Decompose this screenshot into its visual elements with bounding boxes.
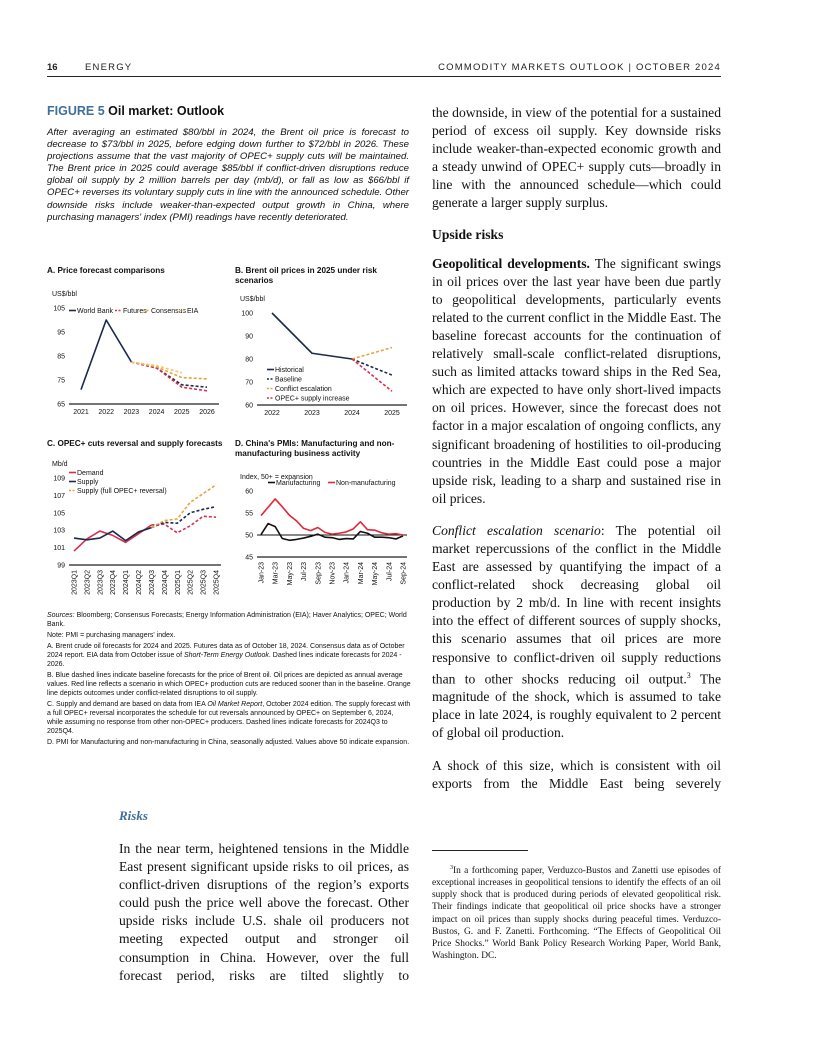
series-forecast-line-baseline	[352, 359, 392, 375]
panel-a-title: A. Price forecast comparisons	[47, 266, 165, 275]
note-d: D. PMI for Manufacturing and non-manufacturing in China, seasonally adjusted. Values above 50 indicate expansion.	[47, 739, 410, 747]
y-tick-label: 75	[57, 377, 65, 385]
y-tick-label: 105	[53, 305, 65, 313]
publication-title: COMMODITY MARKETS OUTLOOK | OCTOBER 2024	[438, 62, 721, 73]
y-tick-label: 90	[245, 333, 253, 341]
chart-price-forecast-comparisons	[47, 290, 227, 420]
y-tick-label: 55	[245, 510, 253, 518]
footnote-number: 3	[450, 865, 453, 871]
section-name: ENERGY	[85, 62, 133, 73]
x-tick-label: Sep-23	[315, 562, 323, 585]
x-tick-label: 2026	[199, 409, 215, 416]
sources-label: Sources:	[47, 612, 75, 619]
figure-lead: After averaging an estimated $80/bbl in 2024, the Brent oil price is forecast to decrease to $73/bbl in 2025, before edging down further to $72/bbl in 2026. These projections assume that the vast majority of OPEC+ supply cuts will be maintained. The Brent price in 2025 could average $85/bbl if conflict-driven disruptions reduce global oil supply by 2 million barrels per day (mb/d), or fall as low as $66/bbl if OPEC+ reverses its voluntary supply cuts in line with the announced schedule. Other downside risks include weaker-than-expected output growth in China, where purchasing managers' index (PMI) readings have recently deteriorated.	[47, 127, 409, 223]
x-tick-label: 2023Q4	[110, 570, 118, 595]
y-tick-label: 107	[53, 492, 65, 500]
x-tick-label: May-23	[286, 562, 294, 586]
y-tick-label: 105	[53, 510, 65, 518]
risks-heading: Risks	[119, 808, 148, 823]
footnote-reference[interactable]: 3	[686, 670, 691, 680]
conflict-scenario-text-2: The magnitude of the shock, which is assumed to take place in late 2024, is roughly equivalent to 2 percent of global oil production.	[432, 671, 721, 741]
note-a-text: A. Brent crude oil forecasts for 2024 and 2025. Futures data as of October 18, 2024. Consensus data as of October 2024 report. EIA data from October issue of	[47, 642, 405, 659]
legend-label-supply-full-opec-reversal: Supply (full OPEC+ reversal)	[77, 488, 167, 495]
y-tick-label: 60	[245, 402, 253, 410]
series-forecast-line-world-bank	[131, 362, 207, 387]
note-a	[47, 642, 411, 670]
note-a-text-end: . Dashed lines indicate forecasts for 2024 - 2026.	[47, 651, 402, 669]
conflict-scenario-text: : The potential oil market repercussions of the conflict in the Middle East are assessed by quantifying the impact of a conflict-related shock decreasing global oil production by 2 mb/d. In line with recent insights into the effect of different sources of supply shocks, this scenario assumes that oil prices are more responsive to conflict-driven oil supply reductions than to other shocks reducing oil output.	[432, 522, 721, 687]
x-tick-label: 2025	[384, 410, 400, 417]
left-body-column	[119, 840, 409, 985]
x-tick-label: 2025Q1	[174, 570, 182, 595]
y-tick-label: 95	[57, 329, 65, 337]
legend-label-futures: Futures	[123, 308, 147, 315]
sources-text: Bloomberg; Consensus Forecasts; Energy Information Administration (EIA); Haver Analytics; OPEC; World Bank.	[47, 612, 407, 629]
figure-title	[47, 104, 409, 118]
x-tick-label: Jan-23	[258, 562, 266, 584]
legend-label-manufacturing: Manufacturing	[276, 480, 321, 487]
y-tick-label: 60	[245, 488, 253, 496]
legend-label-consensus: Consensus	[151, 308, 187, 315]
series-forecast-line-opec-supply-increase	[352, 359, 392, 391]
y-axis-unit: Mb/d	[52, 461, 68, 468]
series-line-manufacturing	[261, 524, 403, 541]
x-tick-label: Mar-24	[357, 562, 365, 585]
footnote	[432, 862, 721, 962]
figure-block	[47, 104, 409, 224]
y-tick-label: 85	[57, 353, 65, 361]
note-c-text: C. Supply and demand are based on data from IEA	[47, 700, 208, 708]
panel-c-title: C. OPEC+ cuts reversal and supply forecasts	[47, 439, 223, 448]
x-tick-label: 2025Q2	[187, 570, 195, 595]
y-tick-label: 103	[53, 527, 65, 535]
x-tick-label: Sep-24	[400, 562, 408, 585]
y-axis-unit: Index, 50+ = expansion	[240, 474, 313, 481]
footnote-divider	[432, 850, 528, 851]
x-tick-label: 2024Q2	[136, 570, 144, 595]
y-tick-label: 80	[245, 356, 253, 364]
x-tick-label: Nov-23	[329, 562, 337, 585]
y-tick-label: 70	[245, 379, 253, 387]
y-tick-label: 101	[53, 545, 65, 553]
chart-opec-supply-forecasts	[47, 463, 227, 608]
y-tick-label: 109	[53, 475, 65, 483]
note-c-emphasis: Oil Market Report	[207, 700, 263, 708]
note-c	[47, 700, 411, 737]
y-tick-label: 50	[245, 532, 253, 540]
geopolitical-lead: Geopolitical developments.	[432, 255, 590, 271]
x-tick-label: 2023Q3	[97, 570, 105, 595]
y-axis-unit: US$/bbl	[240, 296, 265, 303]
running-header	[47, 62, 721, 77]
legend-label-demand: Demand	[77, 470, 104, 477]
series-line-demand	[74, 525, 151, 551]
geopolitical-text: The significant swings in oil prices over the last year have been due partly to geopolitical developments, particularly events related to the current conflict in the Middle East. The baseline forecast accounts for the continuation of relatively small-scale conflict-related disruptions, such as limited attacks toward ships in the Red Sea, which are expected to have only short-lived impacts on oil prices. However, since the forecast does not factor in a major escalation of ongoing conflicts, any significant broadening of hostilities to oil-producing countries in the Middle East could pose a major upside risk, leading to a sharp and sustained rise in oil prices.	[432, 255, 721, 506]
page-number: 16	[47, 62, 58, 73]
legend-label-historical: Historical	[275, 367, 304, 374]
x-tick-label: Jan-24	[343, 562, 351, 584]
series-line-world-bank	[81, 320, 131, 390]
x-tick-label: 2024	[148, 409, 165, 416]
series-line-non-manufacturing	[261, 499, 403, 535]
chart-brent-risk-scenarios	[235, 290, 415, 420]
footnote-text: In a forthcoming paper, Verduzco-Bustos and Zanetti use episodes of exceptional increases in geopolitical tensions to identify the effects of an oil supply shock that is produced during periods of elevated geopolitical risk. Their findings indicate that geopolitical oil price shocks have a stronger impact on oil prices than supply shocks during peaceful times. Verduzco-Bustos, G. and F. Zanetti. Forthcoming. “The Effects of Geopolitical Oil Price Shocks.” World Bank Policy Research Working Paper, World Bank, Washington. DC.	[432, 866, 721, 961]
x-tick-label: 2023	[123, 409, 140, 416]
y-tick-label: 100	[241, 310, 253, 318]
x-tick-label: 2025Q3	[200, 570, 208, 595]
figure-label: FIGURE 5	[47, 104, 105, 118]
pmi-note: Note: PMI = purchasing managers' index.	[47, 631, 176, 639]
y-tick-label: 65	[57, 401, 65, 409]
y-axis-unit: US$/bbl	[52, 291, 77, 298]
y-tick-label: 45	[245, 554, 253, 562]
upside-risks-heading: Upside risks	[432, 226, 504, 242]
figure-notes	[47, 611, 411, 749]
series-line-supply	[74, 528, 151, 541]
right-body-column	[432, 104, 721, 807]
shock-paragraph: A shock of this size, which is consistent with oil exports from the Middle East being severely	[432, 757, 721, 791]
panel-d-title: D. China's PMIs: Manufacturing and non-manufacturing business activity	[235, 439, 395, 458]
panel-b-title: B. Brent oil prices in 2025 under risk scenarios	[235, 266, 377, 285]
x-tick-label: Mar-23	[272, 562, 280, 585]
x-tick-label: 2023Q1	[71, 570, 79, 595]
legend-label-baseline: Baseline	[275, 376, 302, 384]
legend-label-non-manufacturing: Non-manufacturing	[336, 480, 396, 487]
sources-note	[47, 611, 411, 629]
x-tick-label: 2023	[304, 410, 320, 417]
legend-label-supply: Supply	[77, 479, 99, 486]
legend-label-opec-supply-increase: OPEC+ supply increase	[275, 395, 350, 403]
x-tick-label: 2024Q3	[148, 570, 156, 595]
note-c-text-end: , October 2024 edition. The supply forecast with a full OPEC+ reversal incorporates the schedule for cut reversals announced by OPEC+ on September 6, 2024, while assuming no response from other non-OPEC+ producers. Dashed lines indicate forecasts for 2024Q3 to 2025Q4.	[47, 700, 411, 736]
conflict-scenario-lead: Conflict escalation scenario	[432, 522, 601, 538]
legend-label-conflict-escalation: Conflict escalation	[275, 386, 332, 393]
x-tick-label: 2024Q1	[123, 570, 131, 595]
series-forecast-line-demand	[151, 516, 216, 533]
chart-china-pmi	[235, 463, 415, 608]
x-tick-label: Jul-23	[301, 562, 309, 582]
x-tick-label: 2024Q4	[161, 570, 169, 595]
x-tick-label: 2023Q2	[84, 570, 92, 595]
note-a-emphasis: Short-Term Energy Outlook	[183, 651, 269, 659]
x-tick-label: 2022	[264, 410, 280, 417]
note-b: B. Blue dashed lines indicate baseline forecasts for the price of Brent oil. Oil prices are depicted as annual average values. Red line reflects a scenario in which OPEC+ production cuts are reduced sooner than in the baseline. Orange line depicts outcomes under conflict-related disruptions to oil supply.	[47, 671, 411, 698]
x-tick-label: May-24	[372, 562, 380, 586]
risks-paragraph-continued: the downside, in view of the potential for a sustained period of excess oil supply. Key downside risks include weaker-than-expected economic growth and a steady unwind of OPEC+ supply cuts—broadly in line with the announced schedule—which could generate a larger supply surplus.	[432, 105, 721, 211]
series-line-historical	[272, 313, 352, 359]
y-tick-label: 99	[57, 562, 65, 570]
legend-label-eia: EIA	[187, 308, 199, 315]
x-tick-label: 2025	[174, 409, 190, 416]
figure-title-text: Oil market: Outlook	[108, 104, 225, 118]
series-forecast-line-conflict-escalation	[352, 348, 392, 360]
x-tick-label: 2025Q4	[213, 570, 221, 595]
conflict-scenario-paragraph	[432, 522, 721, 743]
risks-paragraph: In the near term, heightened tensions in the Middle East present significant upside risks to oil prices, as conflict-driven disruptions of the region’s exports could push the price well above the forecast. Other upside risks include U.S. shale oil producers not meeting expected output and stronger oil consumption in China. However, over the full forecast period, risks are tilted slightly to	[119, 841, 409, 983]
x-tick-label: 2021	[73, 409, 89, 416]
x-tick-label: 2024	[344, 410, 360, 417]
x-tick-label: Jul-24	[386, 562, 394, 582]
x-tick-label: 2022	[98, 409, 114, 416]
legend-label-world-bank: World Bank	[77, 308, 114, 315]
geopolitical-paragraph	[432, 255, 721, 508]
